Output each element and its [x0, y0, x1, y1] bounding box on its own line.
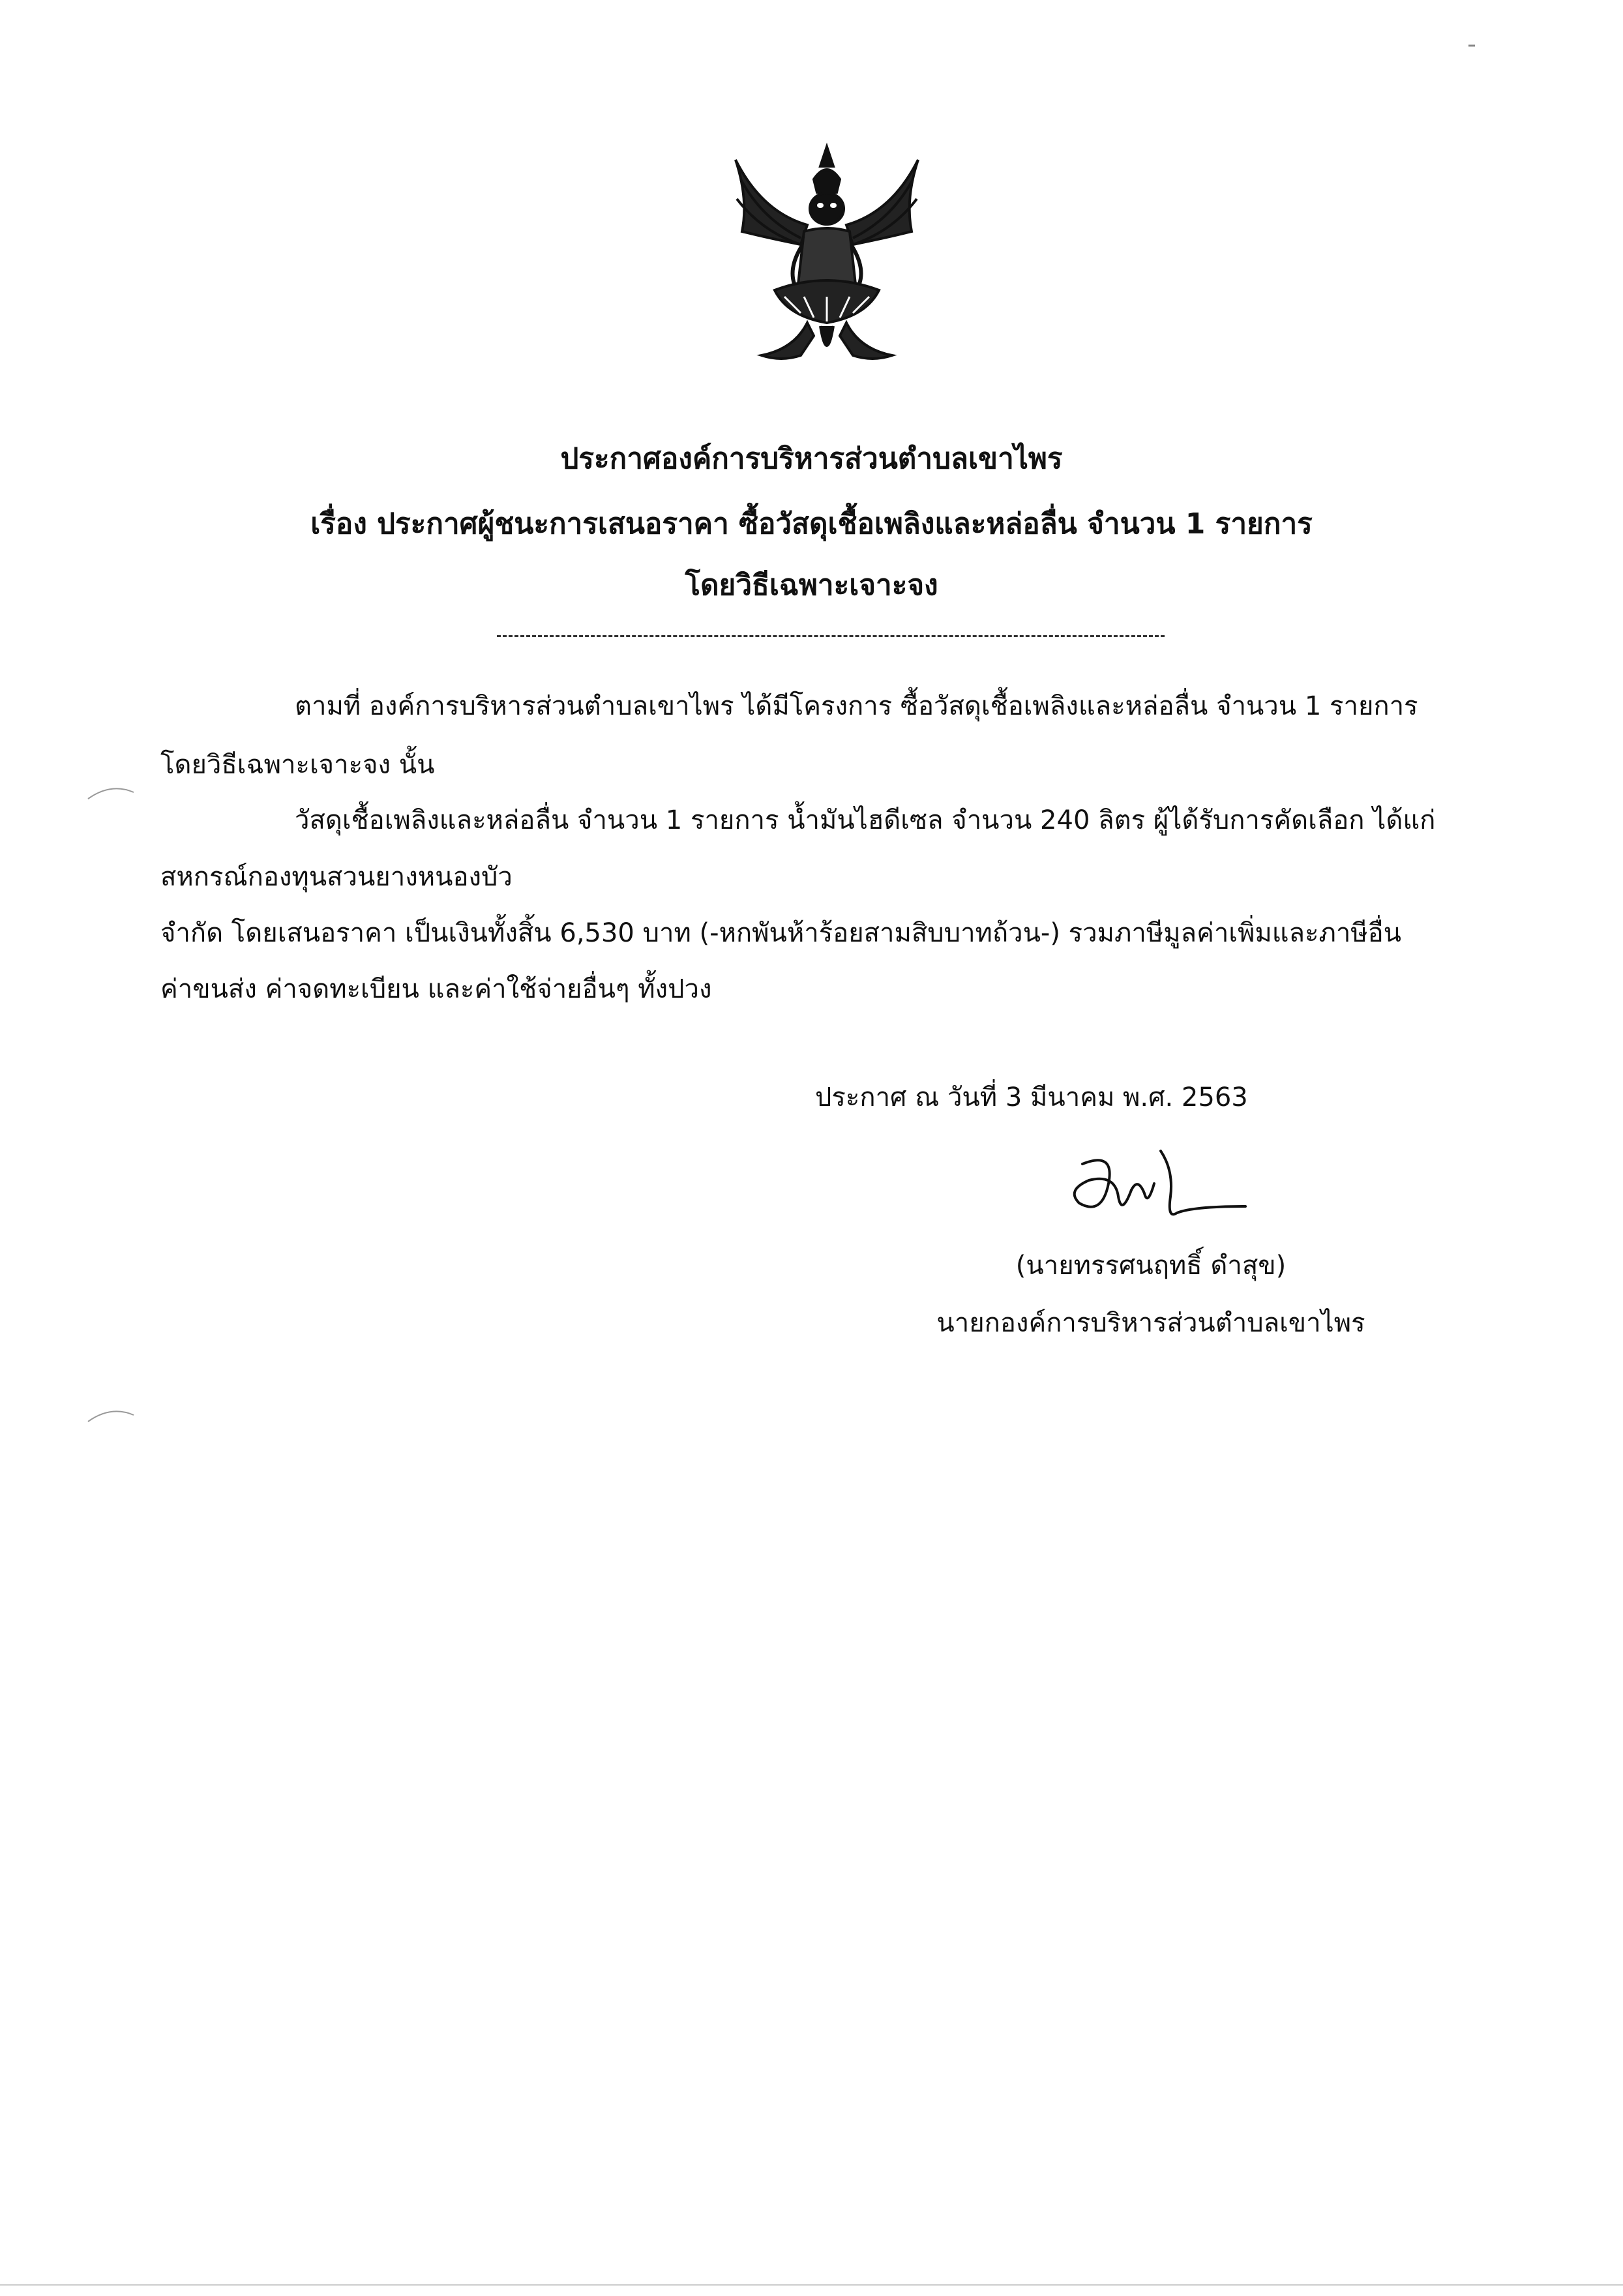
separator-line [497, 635, 1165, 637]
document-title: ประกาศองค์การบริหารส่วนตำบลเขาไพร [560, 442, 1063, 475]
paragraph-2-line-2: สหกรณ์กองทุนสวนยางหนองบัว [160, 862, 513, 892]
paragraph-1-line-2: โดยวิธีเฉพาะเจาะจง นั้น [160, 750, 435, 780]
signer-name: (นายทรรศนฤทธิ์ ดำสุข) [1015, 1251, 1287, 1281]
signer-title: นายกองค์การบริหารส่วนตำบลเขาไพร [936, 1308, 1365, 1338]
bottom-edge-line [0, 2282, 1623, 2288]
garuda-emblem-icon [722, 140, 931, 375]
announcement-date: ประกาศ ณ วันที่ 3 มีนาคม พ.ศ. 2563 [815, 1082, 1248, 1112]
scan-mark-top-right [1467, 39, 1493, 52]
punch-hole-mark-lower [85, 1402, 137, 1428]
paragraph-2-line-1: วัสดุเชื้อเพลิงและหล่อลื่น จำนวน 1 รายการ น้ำมันไฮดีเซล จำนวน 240 ลิตร ผู้ได้รับการคัดเลือก ได้แก่ [295, 805, 1436, 835]
punch-hole-mark-upper [85, 779, 137, 805]
document-method: โดยวิธีเฉพาะเจาะจง [685, 569, 938, 602]
paragraph-2-line-4: ค่าขนส่ง ค่าจดทะเบียน และค่าใช้จ่ายอื่นๆ ทั้งปวง [160, 974, 712, 1004]
document-subject: เรื่อง ประกาศผู้ชนะการเสนอราคา ซื้อวัสดุเชื้อเพลิงและหล่อลื่น จำนวน 1 รายการ [310, 507, 1313, 541]
signature-icon [1063, 1144, 1252, 1236]
paragraph-2-line-3: จำกัด โดยเสนอราคา เป็นเงินทั้งสิ้น 6,530 บาท (-หกพันห้าร้อยสามสิบบาทถ้วน-) รวมภาษีมูลค่าเพิ่มและภาษีอื่น [160, 918, 1402, 948]
paragraph-1-line-1: ตามที่ องค์การบริหารส่วนตำบลเขาไพร ได้มีโครงการ ซื้อวัสดุเชื้อเพลิงและหล่อลื่น จำนวน 1 รายการ [295, 691, 1418, 721]
